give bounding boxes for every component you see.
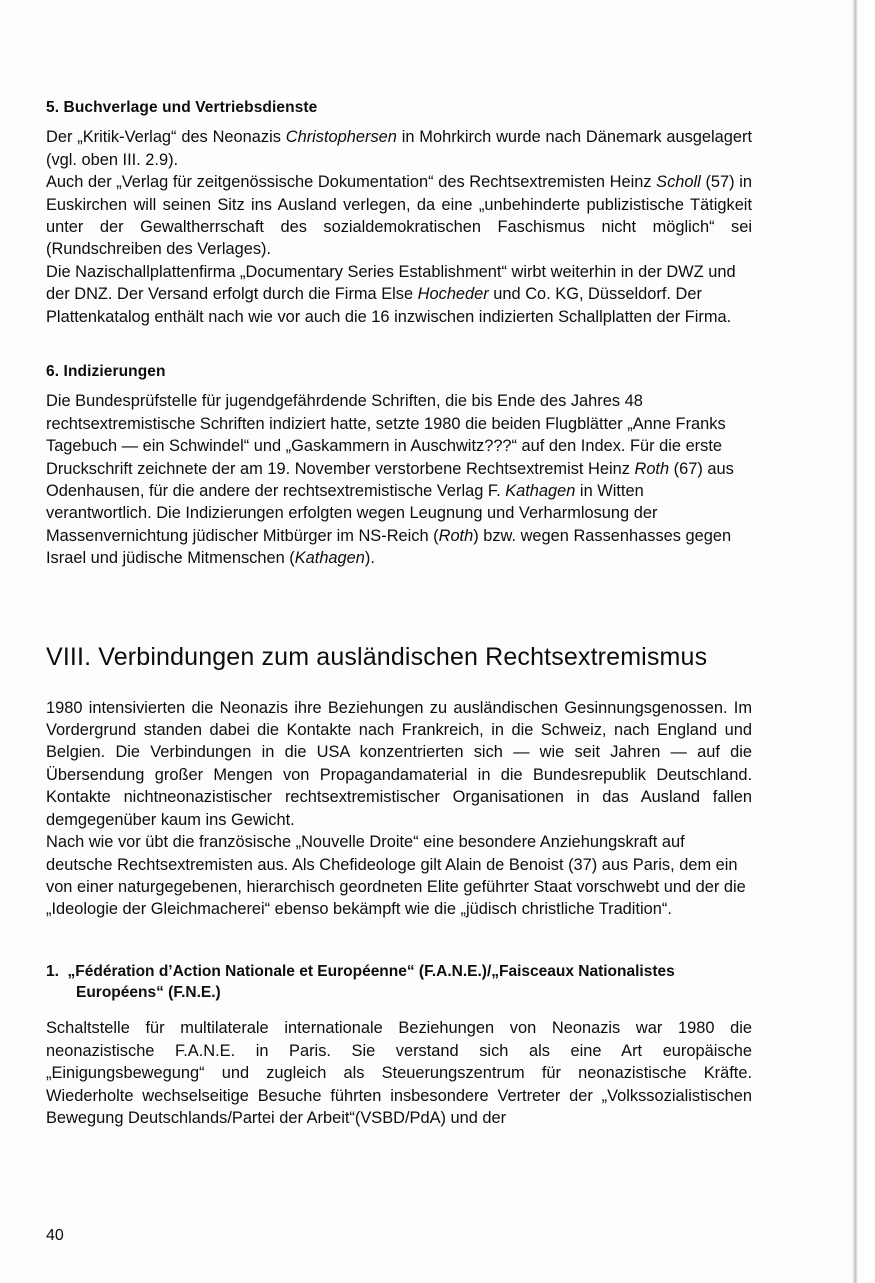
emphasised-name: Kathagen xyxy=(294,549,365,568)
emphasised-name: Scholl xyxy=(656,173,701,192)
paragraph-nouvelle-droite: Nach wie vor übt die französische „Nouvelle Droite“ eine besondere Anziehungskraft auf deutsche Rechtsextremisten aus. Als Chefideologe gilt Alain de Benoist (37) aus Paris, dem ein von einer naturgegebenen, hierarchisch geordneten Elite geführter Staat vorschwebt und der die „Ideologie der Gleichmacherei“ ebenso bekämpft wie die „jüdisch christliche Tradition“. xyxy=(46,833,746,919)
scan-page-edge xyxy=(866,0,875,1283)
emphasised-name: Christophersen xyxy=(285,128,397,147)
chapter-heading-viii: VIII. Verbindungen zum ausländischen Rechtsextremismus xyxy=(46,642,708,671)
paragraph-bundespruefstelle: Die Bundesprüfstelle für jugendgefährdende Schriften, die bis Ende des Jahres 48 rechtsextremistische Schriften indiziert hatte, setzte 1980 die beiden Flugblätter „Anne Franks Tagebuch — ein Schwindel“ und „Gaskammern in Auschwitz???“ auf den Index. Für die erste Druckschrift zeichnete der am 19. November verstorbene Rechtsextremist Heinz Roth (67) aus Odenhausen, für die andere der rechtsextremistische Verlag F. Kathagen in Witten verantwortlich. Die Indizierungen erfolgten wegen Leugnung und Verharmlosung der Massenvernichtung jüdischer Mitbürger im NS-Reich (Roth) bzw. wegen Rassenhasses gegen Israel und jüdische Mitmenschen (Kathagen). xyxy=(46,392,734,568)
paragraph-documentary-series-establishment: Die Nazischallplattenfirma „Documentary Series Establishment“ wirbt weiterhin in der DWZ und der DNZ. Der Versand erfolgt durch die Firma Else Hocheder und Co. KG, Düsseldorf. Der Plattenkatalog enthält nach wie vor auch die 16 inzwischen indizierten Schallplatten der Firma. xyxy=(46,262,736,326)
emphasised-name: Hocheder xyxy=(417,285,489,304)
section-heading-indizierungen: 6. Indizierungen xyxy=(46,363,166,381)
page-folio-number: 40 xyxy=(46,1227,64,1244)
item-title: „Fédération d’Action Nationale et Européenne“ (F.A.N.E.)/„Faisceaux Nationalistes Européens“ (F.N.E.) xyxy=(67,962,675,1002)
emphasised-name: Roth xyxy=(634,459,670,478)
paragraph-beziehungen-1980: 1980 intensivierten die Neonazis ihre Beziehungen zu ausländischen Gesinnungsgenossen. Im Vordergrund standen dabei die Kontakte nach Frankreich, in die Schweiz, nach England und Belgien. Die Verbindungen in die USA konzentrierten sich — wie seit Jahren — auf die Übersendung großer Mengen von Propagandamaterial in die Bundesrepublik Deutschland. Kontakte nichtneonazistischer rechtsextremistischer Organisationen in das Ausland fallen demgegenüber kaum ins Gewicht. xyxy=(46,698,752,829)
paragraph-kritik-verlag: Der „Kritik-Verlag“ des Neonazis Christophersen in Mohrkirch wurde nach Dänemark ausgelagert (vgl. oben III. 2.9). xyxy=(46,128,753,169)
section-heading-buchverlage: 5. Buchverlage und Vertriebsdienste xyxy=(46,99,318,116)
item-heading-fane-fne xyxy=(46,961,752,1004)
page-content xyxy=(46,0,752,1130)
paragraph-verlag-zeitgenoessische-dokumentation: Auch der „Verlag für zeitgenössische Dokumentation“ des Rechtsextremisten Heinz Scholl (57) in Euskirchen will seinen Sitz ins Ausland verlegen, da eine „unbehinderte publizistische Tätigkeit unter der Gewaltherrschaft des sozialdemokratischen Faschismus nicht möglich“ sei (Rundschreiben des Verlages). xyxy=(46,173,752,259)
item-number: 1. xyxy=(46,962,68,980)
paragraph-fane-schaltstelle: Schaltstelle für multilaterale internationale Beziehungen von Neonazis war 1980 die neonazistische F.A.N.E. in Paris. Sie verstand sich als eine Art europäische „Einigungsbewegung“ und zugleich als Steuerungszentrum für neonazistische Kräfte. Wiederholte wechselseitige Besuche führten insbesondere Vertreter der „Volkssozialistischen Bewegung Deutschlands/Partei der Arbeit“(VSBD/PdA) und der xyxy=(46,1019,752,1128)
scan-gutter-shadow xyxy=(852,0,858,1283)
emphasised-name: Kathagen xyxy=(505,482,576,501)
emphasised-name: Roth xyxy=(438,526,474,545)
